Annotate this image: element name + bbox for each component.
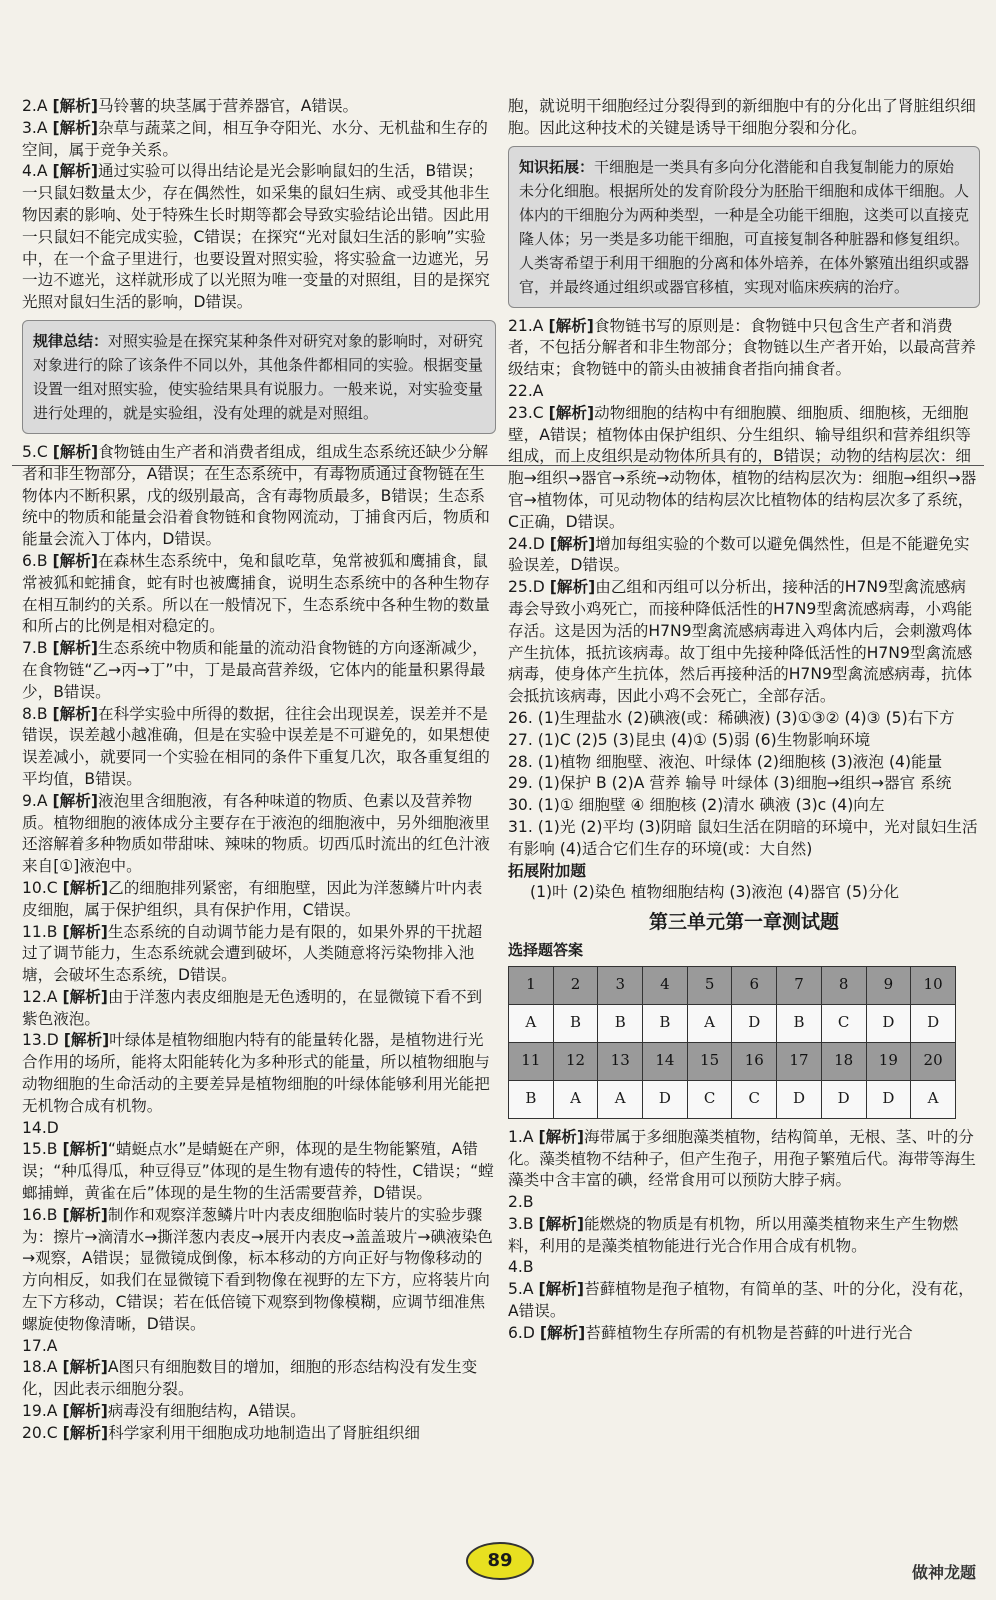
- answer-item: [508, 534, 980, 578]
- answer-item: [508, 817, 980, 861]
- question-number-cell: 19: [866, 1042, 911, 1080]
- item-number: 25.D: [508, 578, 550, 597]
- item-text: 能燃烧的物质是有机物，所以用藻类植物来生产生物燃料，利用的是藻类植物能进行光合作用合成有机物。: [508, 1214, 959, 1255]
- item-number: 3.B: [508, 1214, 539, 1233]
- answer-item: [22, 161, 496, 314]
- answer-item: [22, 704, 496, 791]
- item-text: (1)保护 B (2)A 营养 输导 叶绿体 (3)细胞→组织→器官 系统: [537, 774, 952, 793]
- item-number: 30.: [508, 796, 538, 815]
- analysis-tag: [解析]: [52, 551, 98, 570]
- extension-text: (1)叶 (2)染色 植物细胞结构 (3)液泡 (4)器官 (5)分化: [530, 883, 900, 902]
- item-text: (1)C (2)5 (3)昆虫 (4)① (5)弱 (6)生物影响环境: [537, 730, 871, 749]
- item-number: 6.B: [22, 551, 53, 570]
- answer-item: [508, 316, 980, 381]
- answer-item: [22, 118, 496, 162]
- analysis-tag: [解析]: [548, 316, 594, 335]
- item-text: 制作和观察洋葱鳞片叶内表皮细胞临时装片的实验步骤为：擦片→滴清水→撕洋葱内表皮→展开内表皮→盖盖玻片→碘液染色→观察，A错误；显微镜成倒像，标本移动的方向正好与物像移动的方向相反，如我们在显微镜下看到物像在视野的左下方，应将装片向左下方移动，C错误；若在低倍镜下观察到物像模糊，应调节细准焦螺旋使物像清晰，D错误。: [22, 1205, 493, 1333]
- question-number-cell: 1: [509, 966, 554, 1004]
- item-text: 科学家利用干细胞成功地制造出了肾脏组织细: [108, 1423, 420, 1442]
- right-column: [508, 96, 980, 1345]
- analysis-tag: [解析]: [63, 1031, 110, 1050]
- answer-item: [508, 403, 980, 534]
- analysis-tag: [解析]: [52, 442, 99, 461]
- answer-item: [508, 381, 980, 403]
- analysis-tag: [解析]: [549, 534, 596, 553]
- analysis-tag: [解析]: [539, 1323, 586, 1342]
- item-text: 海带属于多细胞藻类植物，结构简单，无根、茎、叶的分化。藻类植物不结种子，但产生孢子，用孢子繁殖后代。海带等海生藻类中含丰富的碘，经常食用可以预防大脖子病。: [508, 1127, 976, 1190]
- answer-cell: D: [866, 1080, 911, 1118]
- analysis-tag: [解析]: [62, 1140, 108, 1159]
- box-text: 干细胞是一类具有多向分化潜能和自我复制能力的原始未分化细胞。根据所处的发育阶段分为胚胎干细胞和成体干细胞。人体内的干细胞分为两种类型，一种是全功能干细胞，这类可以直接克隆人体；另一类是多功能干细胞，可直接复制各种脏器和修复组织。人类寄希望于利用干细胞的分离和体外培养，在体外繁殖出组织或器官，并最终通过组织或器官移植，实现对临床疾病的治疗。: [519, 157, 970, 296]
- item-number: 4.B: [508, 1258, 534, 1277]
- question-number-cell: 13: [598, 1042, 643, 1080]
- analysis-tag: [解析]: [548, 403, 595, 422]
- item-text: 由乙组和丙组可以分析出，接种活的H7N9型禽流感病毒会导致小鸡死亡，而接种降低活性的H7N9型禽流感病毒，小鸡能存活。这是因为活的H7N9型禽流感病毒进入鸡体内后，会刺激鸡体产生抗体，抵抗该病毒。故丁组中先接种降低活性的H7N9型禽流感病毒，使身体产生抗体，然后再接种活的H7N9型禽流感病毒，抗体会抵抗该病毒，因此小鸡不会死亡，全部存活。: [508, 578, 973, 706]
- continued-text: 胞，就说明干细胞经过分裂得到的新细胞中有的分化出了肾脏组织细胞。因此这种技术的关键是诱导干细胞分裂和分化。: [508, 97, 976, 137]
- question-number-cell: 20: [911, 1042, 956, 1080]
- item-text: 叶绿体是植物细胞内特有的能量转化器，是植物进行光合作用的场所，能将太阳能转化为多种形式的能量，所以植物细胞与动物细胞的生命活动的主要差异是植物细胞的叶绿体能够利用光能把无机物合成有机物。: [22, 1031, 490, 1115]
- item-text: 生态系统中物质和能量的流动沿食物链的方向逐渐减少，在食物链“乙→丙→丁”中，丁是最高营养级，它体内的能量积累得最少，B错误。: [22, 639, 488, 701]
- item-number: 26.: [508, 708, 538, 727]
- item-number: 8.B: [22, 704, 53, 723]
- answer-item: [22, 1357, 496, 1401]
- answer-item: [508, 795, 980, 817]
- extension-section: [508, 861, 980, 905]
- answer-cell: B: [777, 1004, 822, 1042]
- analysis-tag: [解析]: [52, 639, 98, 658]
- item-number: 7.B: [22, 639, 53, 658]
- item-number: 14.D: [22, 1118, 59, 1137]
- item-text: A图只有细胞数目的增加，细胞的形态结构没有发生变化，因此表示细胞分裂。: [22, 1358, 478, 1399]
- question-number-cell: 4: [643, 966, 688, 1004]
- answer-item: [508, 1323, 980, 1345]
- item-text: 乙的细胞排列紧密，有细胞壁，因此为洋葱鳞片叶内表皮细胞，属于保护组织，具有保护作用，C错误。: [22, 878, 483, 919]
- question-number-cell: 3: [598, 966, 643, 1004]
- answer-cell: C: [821, 1004, 866, 1042]
- analysis-tag: [解析]: [549, 578, 596, 597]
- answer-item: [22, 1336, 496, 1358]
- answer-cell: B: [643, 1004, 688, 1042]
- answer-item: [22, 922, 496, 987]
- answer-table: [508, 966, 956, 1119]
- item-number: 3.A: [22, 118, 53, 137]
- item-number: 20.C: [22, 1423, 63, 1442]
- item-number: 29.: [508, 774, 538, 793]
- question-number-cell: 15: [687, 1042, 732, 1080]
- item-number: 31.: [508, 817, 538, 836]
- answer-item: [22, 1423, 496, 1445]
- answer-item: [22, 442, 496, 551]
- item-number: 17.A: [22, 1336, 58, 1355]
- item-text: 食物链书写的原则是：食物链中只包含生产者和消费者，不包括分解者和非生物部分；食物链以生产者开始，以最高营养级结束；食物链中的箭头由被捕食者指向捕食者。: [508, 316, 976, 379]
- brand-logo: 做神龙题: [911, 1563, 976, 1582]
- item-number: 2.A: [22, 97, 53, 115]
- item-number: 18.A: [22, 1358, 63, 1377]
- item-text: 病毒没有细胞结构，A错误。: [107, 1402, 306, 1421]
- analysis-tag: [解析]: [62, 878, 109, 897]
- answer-item: [22, 638, 496, 703]
- item-number: 13.D: [22, 1031, 64, 1050]
- item-text: 动物细胞的结构中有细胞膜、细胞质、细胞核，无细胞壁，A错误；植物体由保护组织、分生组织、输导组织和营养组织等组成，而上皮组织是动物体所具有的，B错误；动物的结构层次：细胞→组织→器官→系统→动物体，植物的结构层次为：细胞→组织→器官→植物体，可见动物体的结构层次比植物体的结构层次多了系统，C正确，D错误。: [508, 403, 977, 531]
- question-number-cell: 6: [732, 966, 777, 1004]
- answer-item: [22, 1118, 496, 1140]
- answer-item: [22, 987, 496, 1031]
- answer-item: [22, 1030, 496, 1117]
- answer-list-2: [22, 442, 496, 1445]
- item-text: 在森林生态系统中，兔和鼠吃草，兔常被狐和鹰捕食，鼠常被狐和蛇捕食，蛇有时也被鹰捕食，说明生态系统中的各种生物存在相互制约的关系。所以在一般情况下，生态系统中各种生物的数量和所占的比例是相对稳定的。: [22, 551, 490, 636]
- left-column: [22, 96, 496, 1445]
- analysis-tag: [解析]: [52, 118, 98, 137]
- item-number: 5.C: [22, 442, 53, 461]
- item-number: 24.D: [508, 534, 550, 553]
- section-title: 第三单元第一章测试题: [648, 911, 839, 934]
- item-text: (1)植物 细胞壁、液泡、叶绿体 (2)细胞核 (3)液泡 (4)能量: [537, 752, 943, 771]
- item-text: (1)生理盐水 (2)碘液(或：稀碘液) (3)①③② (4)③ (5)右下方: [537, 708, 955, 727]
- item-number: 10.C: [22, 878, 63, 897]
- item-text: 杂草与蔬菜之间，相互争夺阳光、水分、无机盐和生存的空间，属于竞争关系。: [22, 118, 488, 159]
- item-number: 9.A: [22, 791, 53, 810]
- answer-item: [22, 551, 496, 638]
- item-number: 6.D: [508, 1323, 540, 1342]
- item-text: 通过实验可以得出结论是光会影响鼠妇的生活，B错误；一只鼠妇数量太少，存在偶然性，如采集的鼠妇生病、或受其他非生物因素的影响、处于特殊生长时期等都会导致实验结论出错。因此用一只鼠妇不能完成实验，C错误；在探究“光对鼠妇生活的影响”实验中，在一个盒子里进行，也要设置对照实验，将实验盒一边遮光，另一边不遮光，这样就形成了以光照为唯一变量的对照组，目的是探究光照对鼠妇生活的影响，D错误。: [22, 162, 490, 312]
- item-text: 马铃薯的块茎属于营养器官，A错误。: [97, 97, 359, 115]
- item-number: 12.A: [22, 987, 63, 1006]
- answer-cell: D: [732, 1004, 777, 1042]
- item-number: 19.A: [22, 1402, 63, 1421]
- analysis-tag: [解析]: [62, 1423, 109, 1442]
- question-number-cell: 10: [911, 966, 956, 1004]
- analysis-tag: [解析]: [62, 922, 108, 941]
- answer-item: [22, 96, 496, 118]
- question-number-cell: 2: [553, 966, 598, 1004]
- question-number-cell: 16: [732, 1042, 777, 1080]
- question-number-cell: 8: [821, 966, 866, 1004]
- item-text: 增加每组实验的个数可以避免偶然性，但是不能避免实验误差，D错误。: [508, 534, 970, 575]
- answer-cell: C: [732, 1080, 777, 1118]
- answer-cell: D: [866, 1004, 911, 1042]
- answer-item: [508, 1127, 980, 1192]
- item-number: 27.: [508, 730, 538, 749]
- question-number-cell: 9: [866, 966, 911, 1004]
- answer-item: [22, 1205, 496, 1336]
- item-number: 16.B: [22, 1205, 63, 1224]
- answer-item: [508, 577, 980, 708]
- answer-list-3: [508, 316, 980, 861]
- item-text: 苔藓植物生存所需的有机物是苔藓的叶进行光合: [585, 1323, 913, 1342]
- analysis-tag: [解析]: [52, 97, 98, 115]
- answer-item: [22, 1139, 496, 1204]
- answer-cell: B: [598, 1004, 643, 1042]
- choice-label: 选择题答案: [508, 940, 584, 959]
- answer-cell: C: [687, 1080, 732, 1118]
- item-number: 1.A: [508, 1127, 539, 1146]
- question-number-cell: 7: [777, 966, 822, 1004]
- analysis-tag: [解析]: [62, 1402, 108, 1421]
- answer-cell: D: [821, 1080, 866, 1118]
- answer-cell: B: [509, 1080, 554, 1118]
- answer-item: [22, 791, 496, 878]
- answer-list-1: [22, 96, 496, 314]
- analysis-tag: [解析]: [52, 162, 98, 181]
- question-number-cell: 17: [777, 1042, 822, 1080]
- answer-item: [22, 1401, 496, 1423]
- knowledge-box: [508, 146, 980, 308]
- answer-item: [508, 773, 980, 795]
- answer-cell: A: [598, 1080, 643, 1118]
- item-number: 4.A: [22, 162, 53, 181]
- answer-item: [508, 708, 980, 730]
- answer-item: [508, 1214, 980, 1258]
- item-text: 液泡里含细胞液，有各种味道的物质、色素以及营养物质。植物细胞的液体成分主要存在于液泡的细胞液中，另外细胞液里还溶解着多种物质如带甜味、辣味的物质。切西瓜时流出的红色汁液来自[①]液泡中。: [22, 791, 490, 876]
- answer-cell: B: [553, 1004, 598, 1042]
- answer-item: [508, 1192, 980, 1214]
- answer-cell: A: [509, 1004, 554, 1042]
- item-text: (1)光 (2)平均 (3)阴暗 鼠妇生活在阴暗的环境中，光对鼠妇生活有影响 (4)适合它们生存的环境(或：大自然): [508, 817, 978, 858]
- item-text: 由于洋葱内表皮细胞是无色透明的，在显微镜下看不到紫色液泡。: [22, 987, 483, 1028]
- analysis-tag: [解析]: [52, 791, 98, 810]
- question-number-cell: 18: [821, 1042, 866, 1080]
- item-number: 15.B: [22, 1140, 63, 1159]
- item-number: 2.B: [508, 1193, 534, 1212]
- item-text: “蜻蜓点水”是蜻蜓在产卵，体现的是生物能繁殖，A错误；“种瓜得瓜，种豆得豆”体现的是生物有遗传的特性，C错误；“螳螂捕蝉，黄雀在后”体现的是生物的生活需要营养，D错误。: [22, 1140, 494, 1203]
- item-number: 23.C: [508, 403, 549, 422]
- page-number: 89: [466, 1542, 534, 1580]
- analysis-tag: [解析]: [52, 704, 98, 723]
- analysis-tag: [解析]: [538, 1127, 584, 1146]
- answer-cell: D: [777, 1080, 822, 1118]
- item-number: 5.A: [508, 1280, 539, 1299]
- answer-list-4: [508, 1127, 980, 1345]
- analysis-tag: [解析]: [538, 1280, 584, 1299]
- answer-item: [22, 878, 496, 922]
- answer-item: [508, 1279, 980, 1323]
- box-label: 知识拓展：: [519, 157, 595, 176]
- extension-title: 拓展附加题: [508, 861, 586, 880]
- answer-cell: D: [643, 1080, 688, 1118]
- item-text: 食物链由生产者和消费者组成，组成生态系统还缺少分解者和非生物部分，A错误；在生态系统中，有毒物质通过食物链在生物体内不断积累，戊的级别最高，含有毒物质最多，B错误；生态系统中的物质和能量会沿着食物链和食物网流动，丁捕食丙后，物质和能量会流入丁体内，D错误。: [22, 442, 490, 549]
- item-text: (1)① 细胞壁 ④ 细胞核 (2)清水 碘液 (3)c (4)向左: [537, 796, 885, 815]
- item-number: 21.A: [508, 316, 549, 335]
- answer-cell: D: [911, 1004, 956, 1042]
- box-label: 规律总结：: [33, 331, 109, 350]
- item-text: 在科学实验中所得的数据，往往会出现误差，误差并不是错误，误差越小越准确，但是在实验中误差是不可避免的，如果想使误差减小，就要同一个实验在相同的条件下重复几次，取各重复组的平均值，B错误。: [22, 704, 490, 788]
- question-number-cell: 5: [687, 966, 732, 1004]
- item-number: 28.: [508, 752, 538, 771]
- answer-item: [508, 1257, 980, 1279]
- box-text: 对照实验是在探究某种条件对研究对象的影响时，对研究对象进行的除了该条件不同以外，其他条件都相同的实验。根据变量设置一组对照实验，使实验结果具有说服力。一般来说，对实验变量进行处理的，就是实验组，没有处理的就是对照组。: [33, 331, 484, 422]
- answer-cell: A: [553, 1080, 598, 1118]
- item-text: 苔藓植物是孢子植物，有简单的茎、叶的分化，没有花，A错误。: [508, 1280, 974, 1321]
- analysis-tag: [解析]: [62, 1205, 108, 1224]
- question-number-cell: 14: [643, 1042, 688, 1080]
- item-text: 生态系统的自动调节能力是有限的，如果外界的干扰超过了调节能力，生态系统就会遭到破坏，人类随意将污染物排入池塘，会破坏生态系统，D错误。: [22, 922, 483, 985]
- item-number: 22.A: [508, 381, 544, 400]
- analysis-tag: [解析]: [538, 1214, 584, 1233]
- rule-summary-box: [22, 320, 496, 434]
- answer-cell: A: [911, 1080, 956, 1118]
- analysis-tag: [解析]: [62, 1358, 108, 1377]
- item-number: 11.B: [22, 922, 63, 941]
- analysis-tag: [解析]: [62, 987, 108, 1006]
- answer-item: [508, 752, 980, 774]
- answer-cell: A: [687, 1004, 732, 1042]
- question-number-cell: 12: [553, 1042, 598, 1080]
- question-number-cell: 11: [509, 1042, 554, 1080]
- answer-item: [508, 730, 980, 752]
